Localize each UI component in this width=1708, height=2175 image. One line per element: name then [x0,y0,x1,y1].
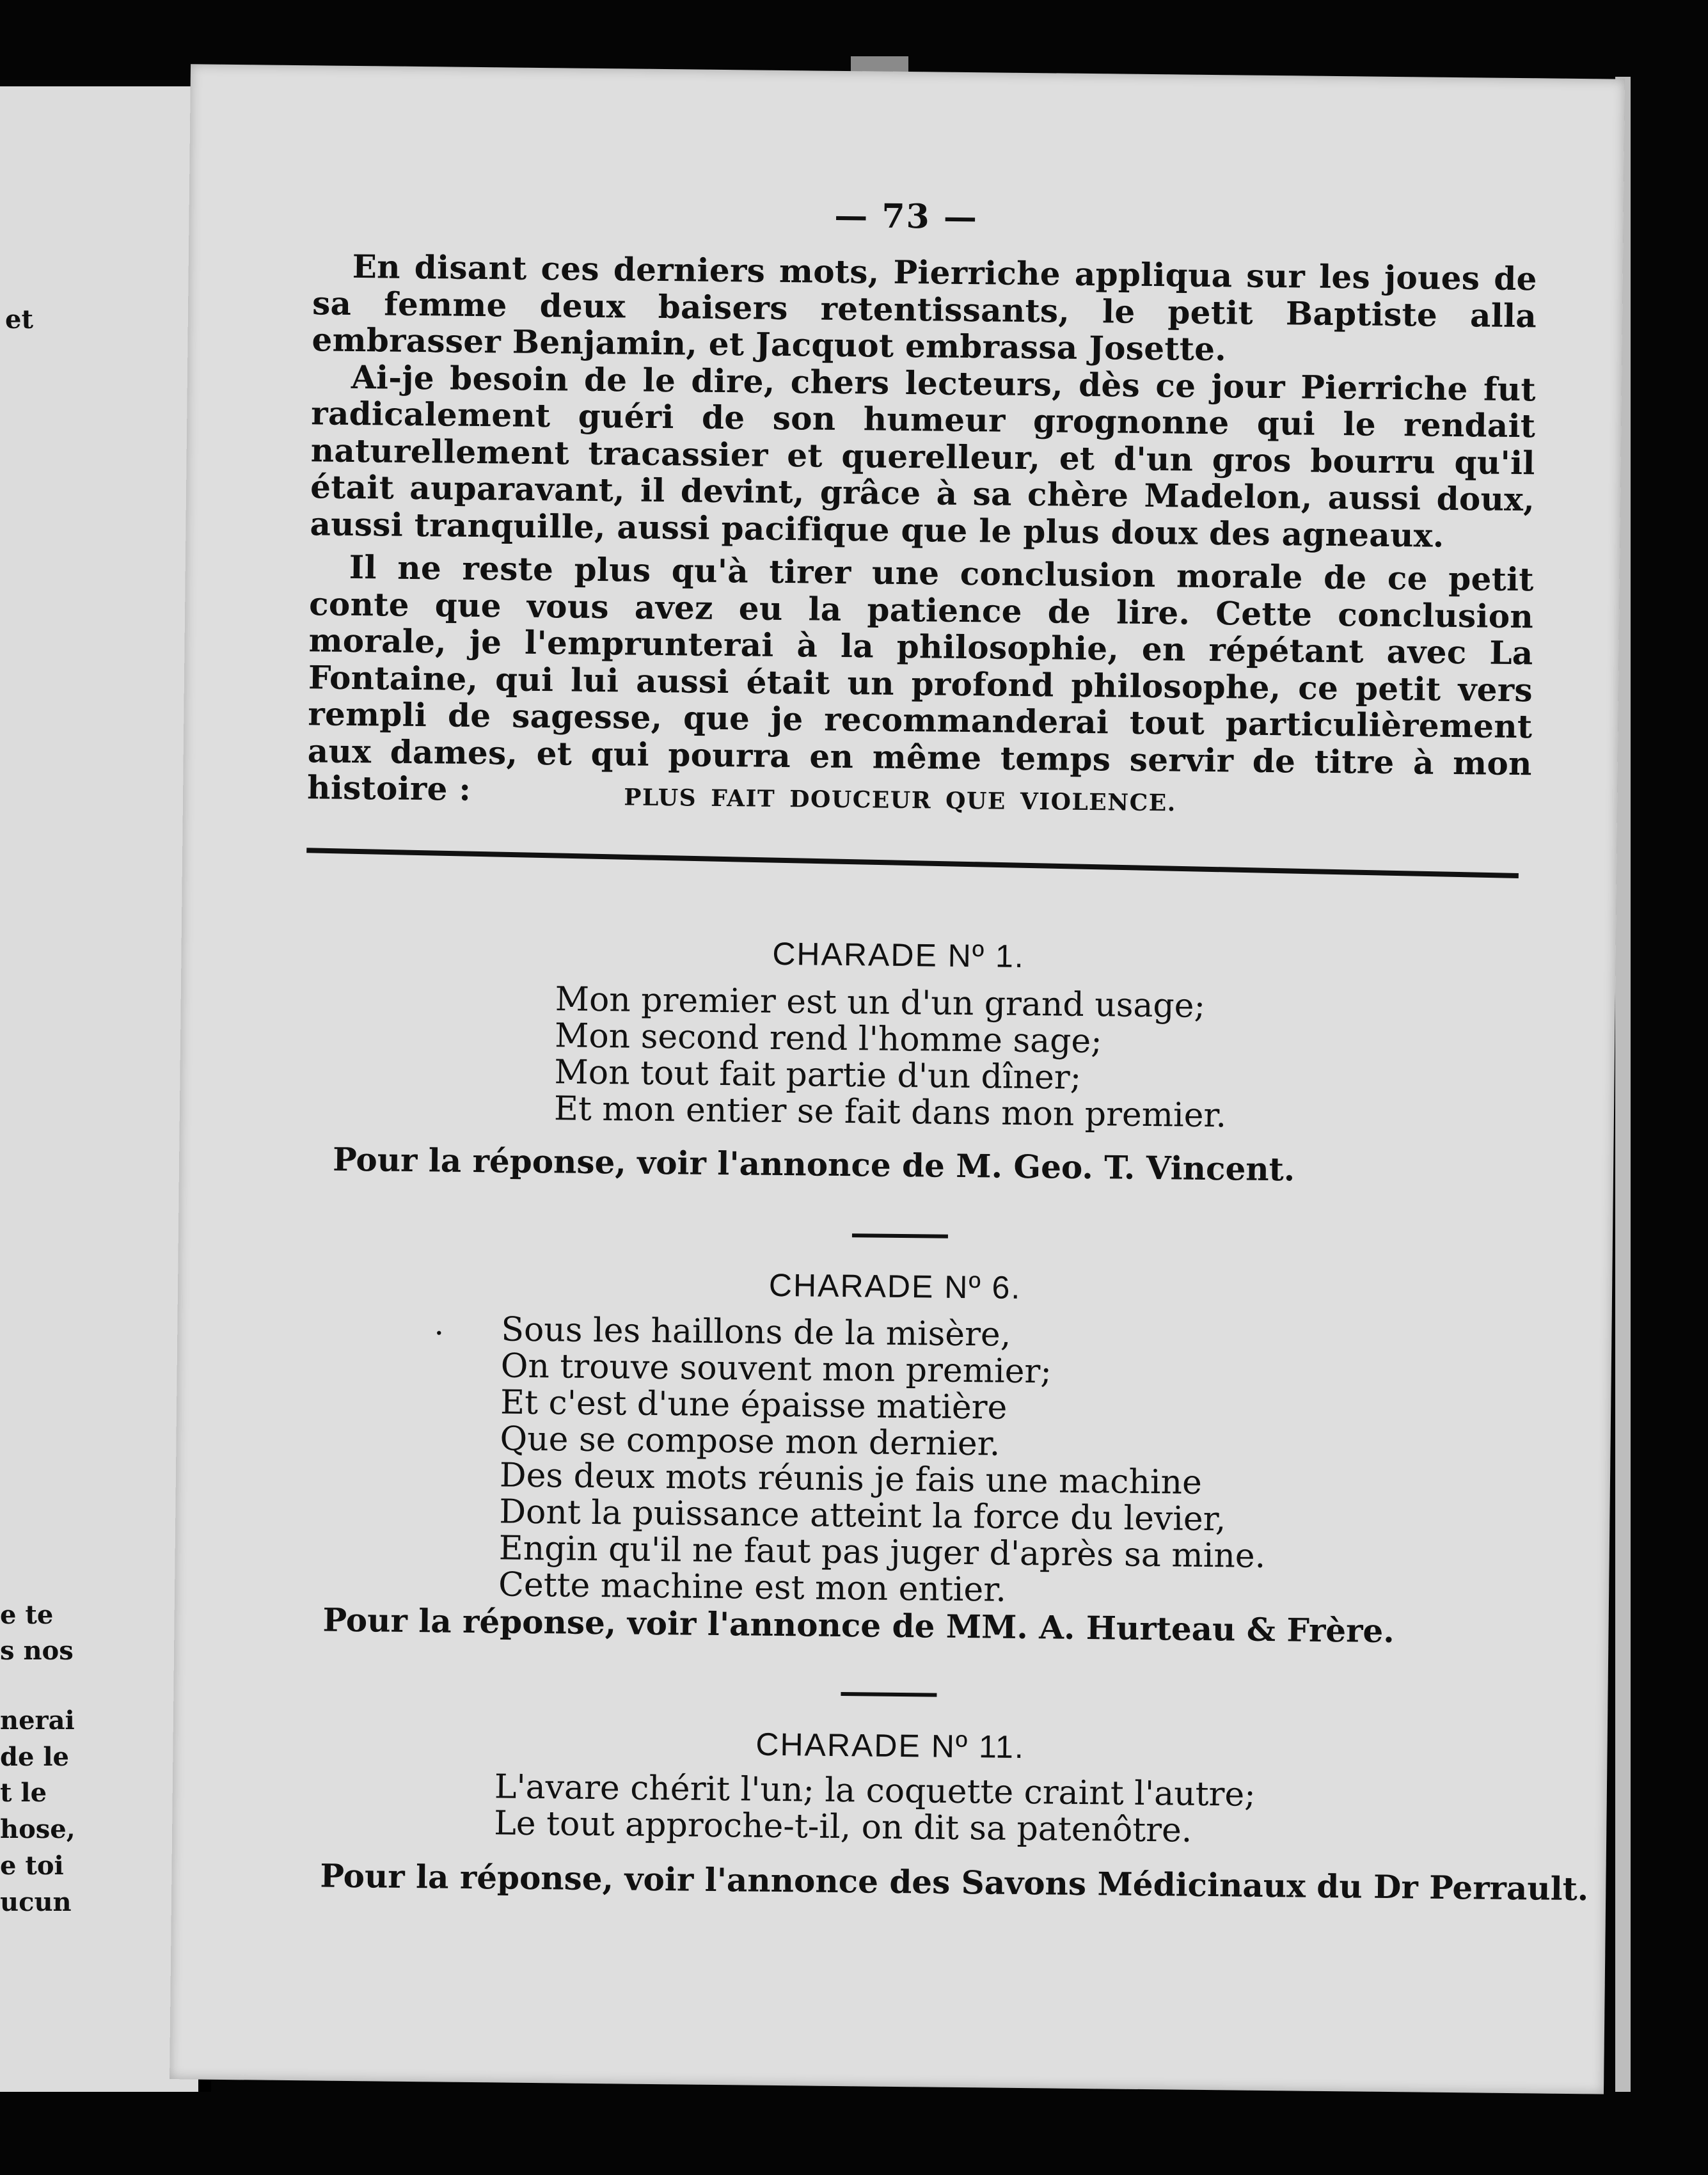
verse-line: Mon premier est un d'un grand usage; [555,980,1206,1025]
left-page-fragment: hose, [0,1814,75,1844]
verse-line: Dont la puissance atteint la force du levier, [499,1492,1226,1539]
short-rule [852,1233,948,1238]
charade-answer: Pour la réponse, voir l'annonce des Savons Médicinaux du Dr Perrault. [320,1856,1589,1908]
left-page-fragment: e te [0,1600,54,1630]
verse-line: L'avare chérit l'un; la coquette craint l'autre; [494,1768,1256,1814]
verse-line: Sous les haillons de la misère, [501,1310,1011,1354]
left-page-fragment: s nos [0,1636,74,1666]
verse-line: Et c'est d'une épaisse matière [500,1383,1008,1427]
section-rule [306,848,1519,878]
charade-verse [498,1311,1268,1611]
book-page [170,64,1625,2094]
charade-verse [494,1769,1256,1849]
charade-answer: Pour la réponse, voir l'annonce de M. Geo. T. Vincent. [332,1140,1295,1189]
charade-title: CHARADE Nº 1. [772,935,1025,974]
page-number: — 73 — [834,196,979,237]
charade-title: CHARADE Nº 6. [768,1267,1022,1306]
left-page-fragment: de le [0,1742,69,1772]
verse-line: Cette machine est mon entier. [498,1565,1007,1609]
verse-line: Mon second rend l'homme sage; [554,1016,1103,1061]
verse-line: Mon tout fait partie d'un dîner; [554,1053,1082,1097]
left-page-fragment: t le [0,1778,47,1808]
short-rule [841,1692,937,1697]
paragraph: Il ne reste plus qu'à tirer une conclusion morale de ce petit conte que vous avez eu la patience de lire. Cette conclusion morale, je l'emprunterai à la philosophie, en répétant avec La Fontaine, qui lui aussi était un profond philosophe, ce petit vers rempli de sagesse, que je recommanderai tout particulièrement aux dames, et qui pourra en même temps servir de titre à mon histoire : [306,548,1535,808]
left-page-fragment: ucun [0,1887,72,1917]
verse-line: On trouve souvent mon premier; [500,1347,1052,1391]
left-page-edge [0,86,198,2092]
paragraph: Ai-je besoin de le dire, chers lecteurs, dès ce jour Pierriche fut radicalement guéri de son humeur grognonne qui le rendait naturellement tracassier et querelleur, et d'un gros bourru qu'il était auparavant, il devint, grâce à sa chère Madelon, aussi doux, aussi tranquille, aussi pacifique que le plus doux des agneaux. [310,358,1537,555]
left-page-fragment: e toi [0,1851,64,1881]
motto: PLUS FAIT DOUCEUR QUE VIOLENCE. [624,784,1176,817]
verse-line: Que se compose mon dernier. [500,1420,1000,1464]
verse-line: Et mon entier se fait dans mon premier. [553,1089,1227,1135]
ink-speck: · [435,1320,443,1347]
left-page-fragment: nerai [0,1705,75,1736]
charade-answer: Pour la réponse, voir l'annonce de MM. A. Hurteau & Frère. [322,1601,1395,1650]
paragraph: En disant ces derniers mots, Pierriche appliqua sur les joues de sa femme deux baisers retentissants, le petit Baptiste alla embrasser Benjamin, et Jacquot embrassa Josette. [312,247,1537,368]
charade-title: CHARADE Nº 11. [755,1726,1025,1766]
verse-line: Engin qu'il ne faut pas juger d'après sa mine. [498,1529,1266,1576]
left-page-fragment: et [5,304,33,335]
verse-line: Le tout approche-t-il, on dit sa patenôtre. [493,1804,1192,1850]
story-conclusion [307,248,1537,818]
charade-verse [554,981,1228,1134]
verse-line: Des deux mots réunis je fais une machine [499,1456,1203,1502]
